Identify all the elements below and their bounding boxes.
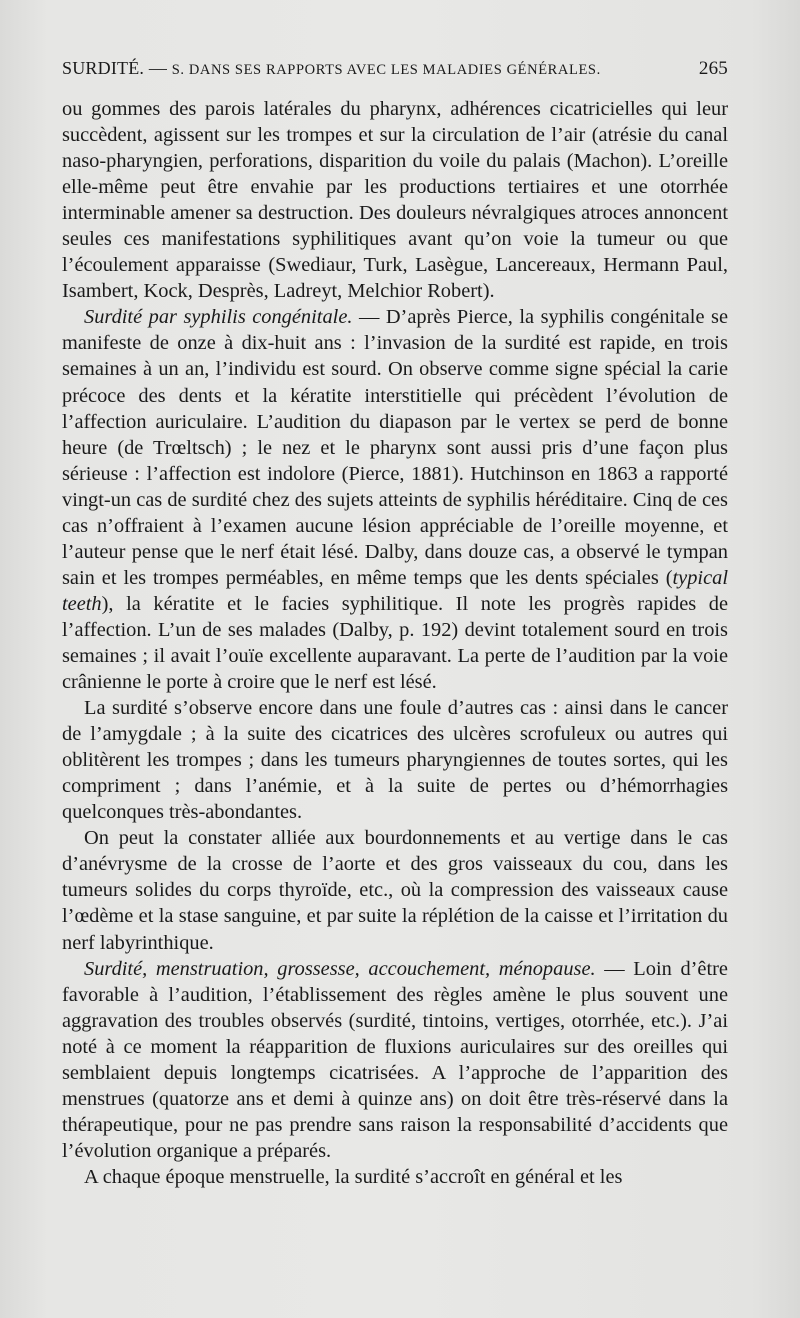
section-heading-congenital-syphilis: Surdité par syphilis congénitale.	[84, 306, 353, 329]
body-text	[62, 96, 728, 1190]
paragraph-other-causes	[62, 695, 728, 825]
paragraph-text: La surdité s’observe encore dans une foule d’autres cas : ainsi dans le cancer de l’amygdale ; à la suite des cicatrices des ulcères scrofuleux ou autres qui oblitèrent les trompes ; dans les tumeurs pharyngiennes de toutes sortes, qui les compriment ; dans l’anémie, et à la suite de pertes ou d’hémorrhagies quelconques très-abondantes.	[62, 697, 728, 824]
section-title: S. DANS SES RAPPORTS AVEC LES MALADIES GÉNÉRALES.	[171, 62, 601, 78]
paragraph-text: ), la kératite et le facies syphilitique. Il note les progrès rapides de l’affection. L’un de ses malades (Dalby, p. 192) devint totalement sourd en trois semaines ; il avait l’ouïe excellente auparavant. La perte de l’audition par la voie crânienne le porte à croire que le nerf est lésé.	[62, 592, 728, 694]
paragraph-syphilis-tertiary	[62, 96, 728, 304]
page-number: 265	[698, 58, 728, 79]
italic-term: typical teeth	[62, 566, 728, 615]
paragraph-text: On peut la constater alliée aux bourdonnements et au vertige dans le cas d’anévrysme de la crosse de l’aorte et des gros vaisseaux du cou, dans les tumeurs solides du corps thyroïde, etc., où la compression des vaisseaux cause l’œdème et la stase sanguine, et par suite la réplétion de la caisse et l’irritation du nerf labyrinthique.	[62, 827, 728, 954]
paragraph-text: A chaque époque menstruelle, la surdité s’accroît en général et les	[84, 1165, 623, 1188]
paragraph-menstrual-epoch	[62, 1164, 728, 1190]
running-head-title	[62, 58, 601, 79]
paragraph-congenital-syphilis	[62, 304, 728, 695]
chapter-title: SURDITÉ.	[62, 58, 145, 78]
header-dash: —	[148, 58, 168, 78]
paragraph-menstruation	[62, 956, 728, 1164]
running-head	[62, 58, 728, 92]
section-heading-menstruation: Surdité, menstruation, grossesse, accouchement, ménopause.	[84, 957, 596, 980]
paragraph-text: — Loin d’être favorable à l’audition, l’établissement des règles amène le plus souvent une aggravation des troubles observés (surdité, tintoins, vertiges, otorrhée, etc.). J’ai noté à ce moment la réapparition de fluxions auriculaires sur des oreilles qui semblaient depuis longtemps cicatrisées. A l’approche de l’apparition des menstrues (quatorze ans et demi à quinze ans) on doit être très-réservé dans la thérapeutique, pour ne pas prendre sans raison la responsabilité d’accidents que l’évolution organique a préparés.	[62, 957, 728, 1162]
paragraph-aneurysm	[62, 825, 728, 955]
paragraph-text: — D’après Pierce, la syphilis congénitale se manifeste de onze à dix-huit ans : l’invasion de la surdité est rapide, en trois semaines à un an, l’individu est sourd. On observe comme signe spécial la carie précoce des dents et la kératite interstitielle qui précèdent l’évolution de l’affection auriculaire. L’audition du diapason par le vertex se perd de bonne heure (de Trœltsch) ; le nez et le pharynx sont aussi pris d’une façon plus sérieuse : l’affection est indolore (Pierce, 1881). Hutchinson en 1863 a rapporté vingt-un cas de surdité chez des sujets atteints de syphilis héréditaire. Cinq de ces cas n’offraient à l’examen aucune lésion appréciable de l’oreille moyenne, et l’auteur pense que le nerf était lésé. Dalby, dans douze cas, a observé le tympan sain et les trompes perméables, en même temps que les dents spéciales (	[62, 306, 728, 589]
paragraph-text: ou gommes des parois latérales du pharynx, adhérences cicatricielles qui leur succèdent, agissent sur les trompes et sur la circulation de l’air (atrésie du canal naso-pharyngien, perforations, disparition du voile du palais (Machon). L’oreille elle-même peut être envahie par les productions tertiaires et une otorrhée interminable amener sa destruction. Des douleurs névralgiques atroces annoncent seules ces manifestations syphilitiques avant qu’on voie la tumeur ou que l’écoulement apparaisse (Swediaur, Turk, Lasègue, Lancereaux, Hermann Paul, Isambert, Kock, Desprès, Ladreyt, Melchior Robert).	[62, 98, 728, 303]
